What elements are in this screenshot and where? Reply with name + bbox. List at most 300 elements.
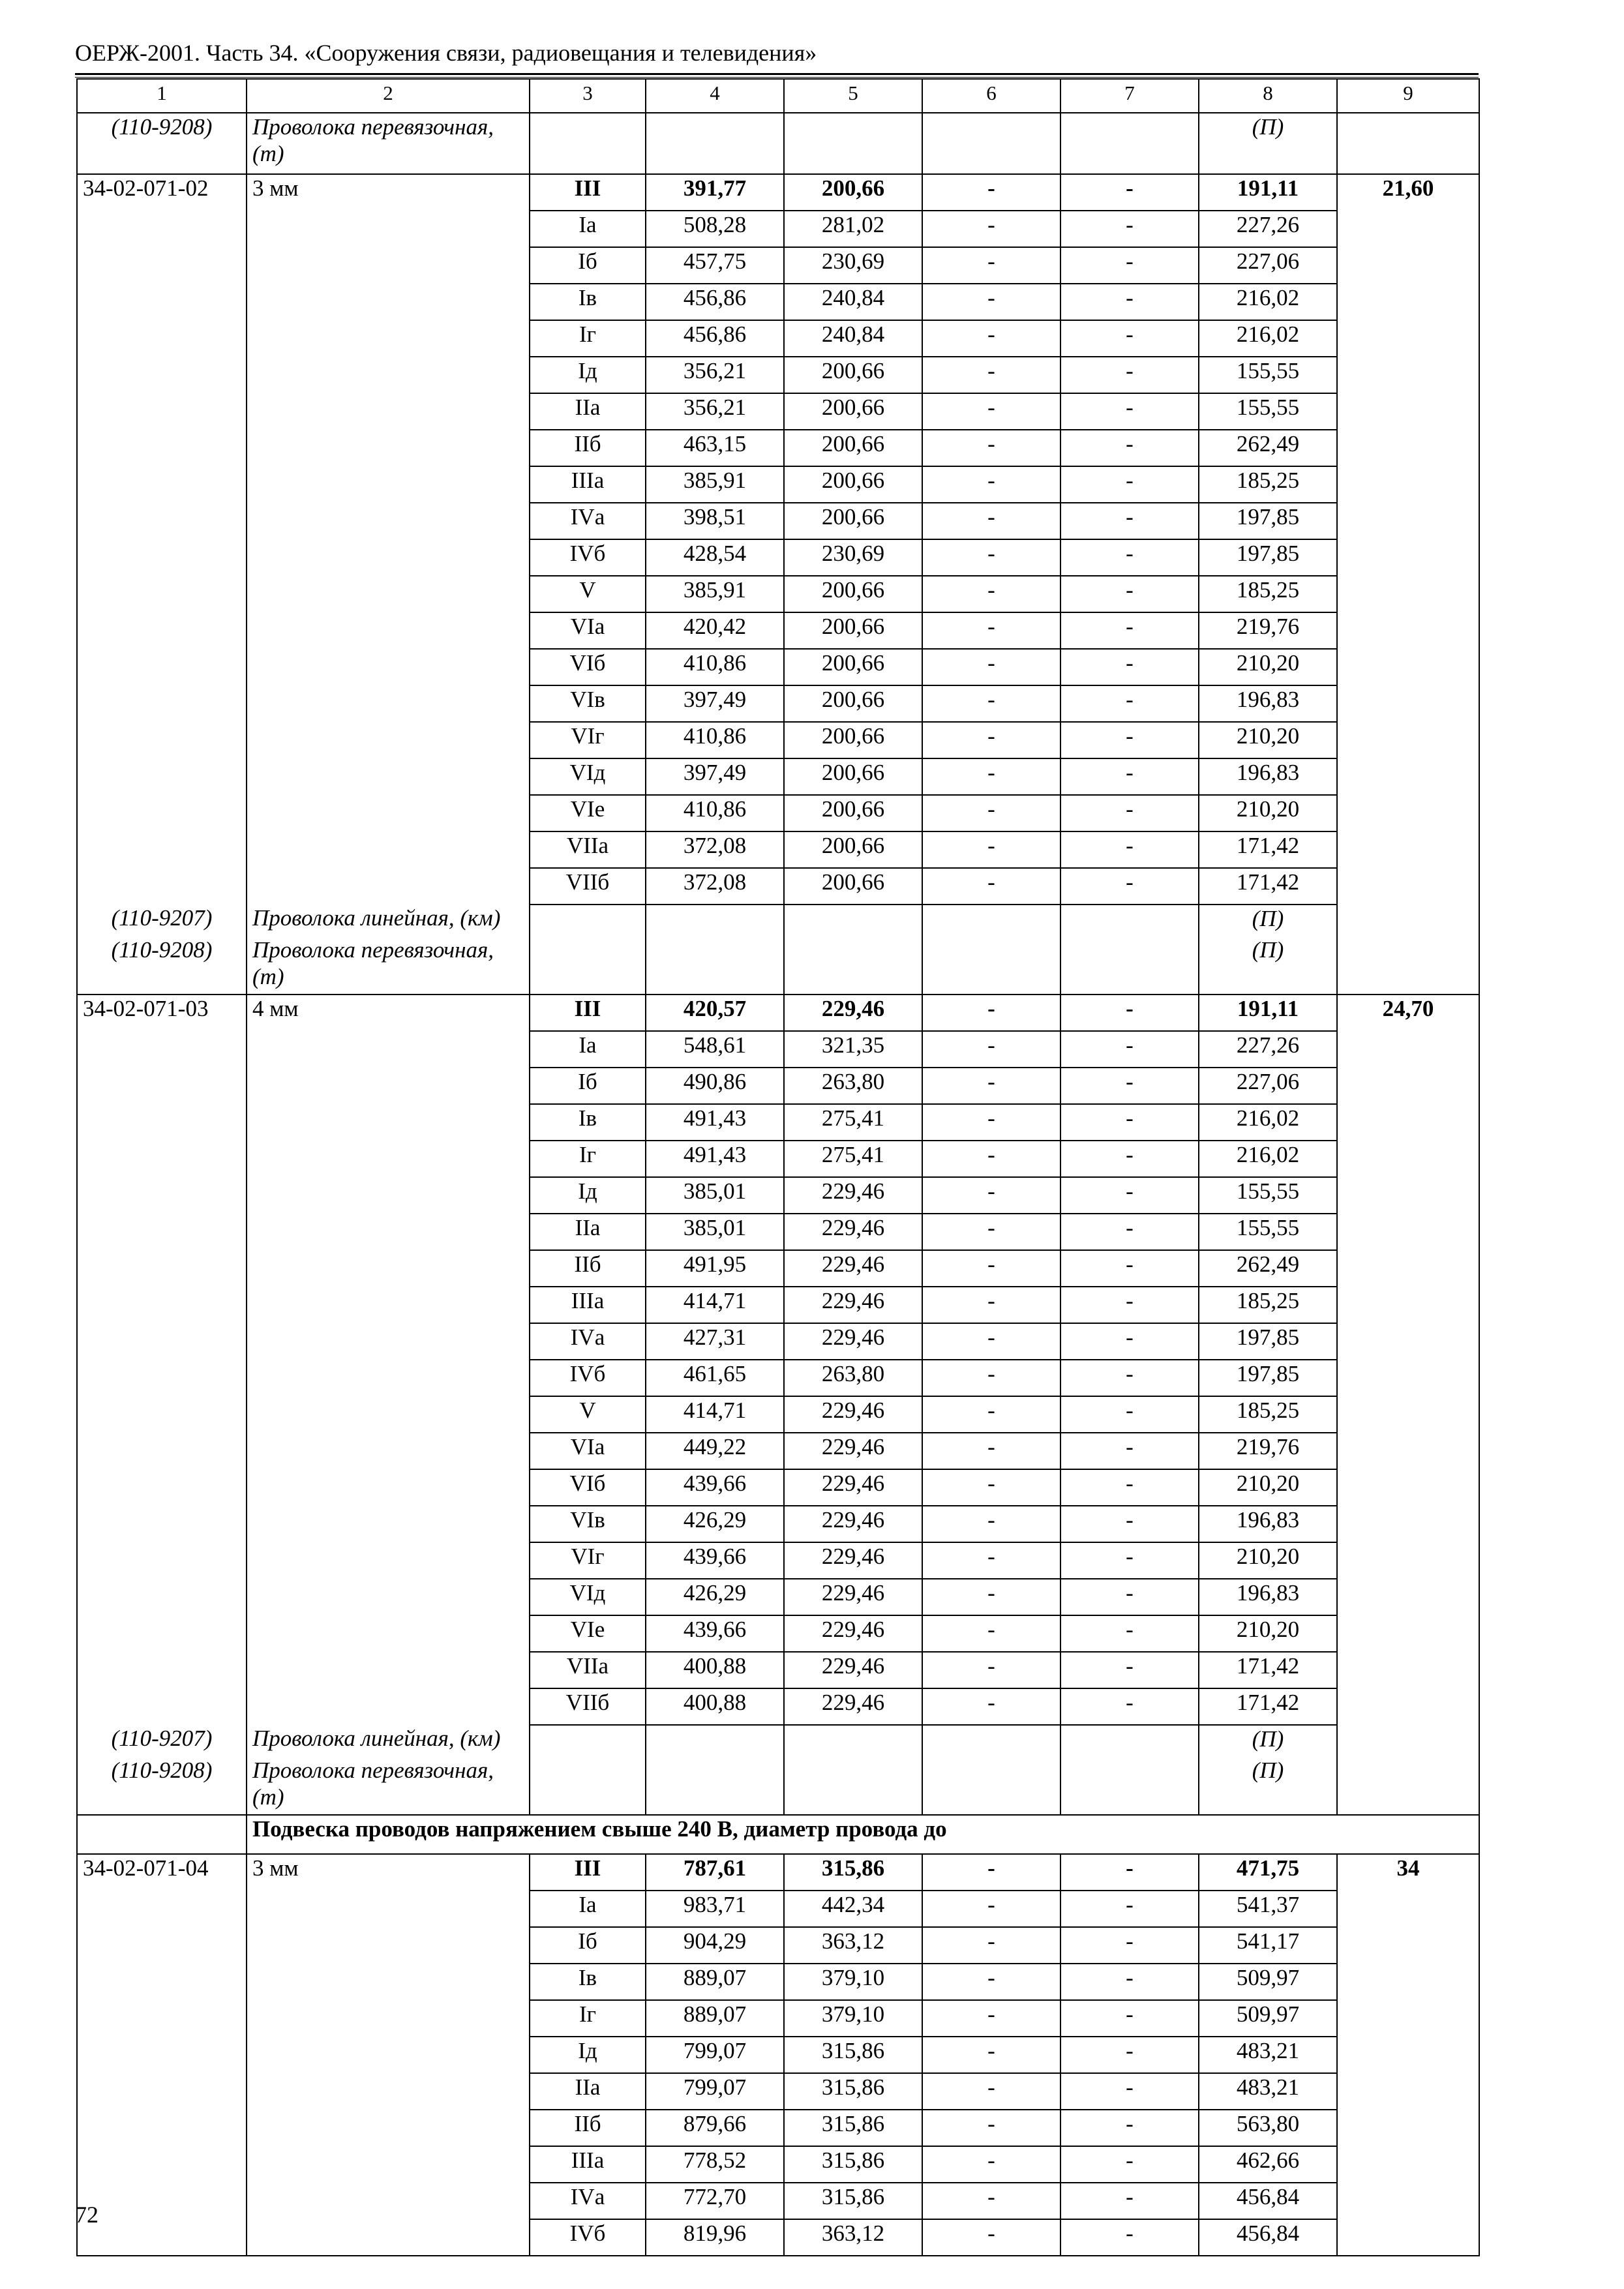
rate-value: 548,61 [646,1031,784,1068]
rate-value: - [922,1854,1060,1891]
empty-cell [247,466,530,503]
rate-value: 275,41 [784,1104,922,1141]
rate-value: - [1060,795,1199,831]
empty-cell [77,1104,247,1141]
rate-value: - [922,1506,1060,1542]
empty-cell [1337,1141,1479,1177]
rate-value: - [1060,1579,1199,1615]
rate-row [77,1854,1479,1891]
rate-value: 171,42 [1199,868,1337,905]
rate-value: 240,84 [784,320,922,357]
empty-cell [77,758,247,795]
zone-code: Iа [530,1031,646,1068]
empty-cell [77,1579,247,1615]
zone-code: III [530,174,646,211]
rate-value: 216,02 [1199,1104,1337,1141]
rate-value: 420,57 [646,995,784,1031]
empty-cell [1337,393,1479,430]
rate-value: 155,55 [1199,1214,1337,1250]
empty-cell [77,722,247,758]
empty-cell [77,284,247,320]
rate-row [77,1031,1479,1068]
empty-cell [784,1725,922,1757]
rate-value: - [922,174,1060,211]
resource-name: Проволока перевязочная, (т) [247,936,530,995]
rate-value: - [1060,1469,1199,1506]
rate-value: - [1060,1891,1199,1927]
rate-value: - [922,211,1060,247]
page-number: 72 [75,2202,98,2228]
rate-value: 889,07 [646,2000,784,2037]
rate-row [77,2146,1479,2183]
empty-cell [77,1815,247,1854]
empty-cell [247,649,530,685]
rate-value: - [1060,1287,1199,1323]
rate-value: 171,42 [1199,1652,1337,1688]
rate-value: - [1060,1031,1199,1068]
rate-row [77,1652,1479,1688]
resource-ref-row [77,936,1479,995]
resource-name: Проволока линейная, (км) [247,1725,530,1757]
rate-value: - [1060,1615,1199,1652]
empty-cell [247,1360,530,1396]
zone-code: Iг [530,2000,646,2037]
empty-cell [247,1964,530,2000]
rate-value: 356,21 [646,393,784,430]
empty-cell [77,320,247,357]
column-number: 8 [1199,79,1337,113]
rate-value: 509,97 [1199,1964,1337,2000]
rate-value: 483,21 [1199,2037,1337,2073]
rate-value: 983,71 [646,1891,784,1927]
rate-value: - [922,2037,1060,2073]
rate-value: - [1060,1360,1199,1396]
empty-cell [1337,649,1479,685]
empty-cell [247,1104,530,1141]
rate-value: 471,75 [1199,1854,1337,1891]
empty-cell [784,1757,922,1815]
rate-row [77,649,1479,685]
rate-value: - [1060,2146,1199,2183]
rate-value: 216,02 [1199,1141,1337,1177]
rate-row [77,1891,1479,1927]
empty-cell [1337,1891,1479,1927]
zone-code: VIе [530,795,646,831]
zone-code: VIб [530,1469,646,1506]
empty-cell [922,1725,1060,1757]
rate-value: - [922,1964,1060,2000]
empty-cell [1337,1927,1479,1964]
zone-code: VIIа [530,1652,646,1688]
empty-cell [1337,1615,1479,1652]
empty-cell [77,247,247,284]
rate-code: 34-02-071-03 [77,995,247,1031]
rate-value: - [1060,722,1199,758]
rate-value: - [922,1615,1060,1652]
rate-value: 200,66 [784,722,922,758]
empty-cell [77,1031,247,1068]
rate-value: 210,20 [1199,649,1337,685]
empty-cell [1337,1068,1479,1104]
empty-cell [1337,576,1479,612]
column-number: 2 [247,79,530,113]
empty-cell [247,284,530,320]
resource-unit-ref: (П) [1199,936,1337,995]
resource-code: (110-9207) [77,905,247,936]
rate-row [77,995,1479,1031]
empty-cell [247,1068,530,1104]
zone-code: VIв [530,685,646,722]
empty-cell [77,393,247,430]
section-title-row [77,1815,1479,1854]
rate-value: 229,46 [784,1177,922,1214]
rate-value: 197,85 [1199,503,1337,539]
rate-value: 391,77 [646,174,784,211]
rate-row [77,174,1479,211]
rate-value: 483,21 [1199,2073,1337,2110]
rate-value: - [1060,1396,1199,1433]
rate-value: 171,42 [1199,1688,1337,1725]
resource-ref-row [77,1757,1479,1815]
rate-value: 385,01 [646,1214,784,1250]
rate-row [77,393,1479,430]
rate-value: 229,46 [784,1469,922,1506]
rate-code: 34-02-071-02 [77,174,247,211]
rate-value: - [922,1104,1060,1141]
rate-value: 778,52 [646,2146,784,2183]
rate-value: 230,69 [784,247,922,284]
rate-value: 356,21 [646,357,784,393]
rate-value: 509,97 [1199,2000,1337,2037]
rate-value: - [922,320,1060,357]
resource-code: (110-9208) [77,1757,247,1815]
labor-value: 24,70 [1337,995,1479,1031]
rate-value: - [922,2000,1060,2037]
empty-cell [922,1757,1060,1815]
empty-cell [77,576,247,612]
rate-value: - [1060,1177,1199,1214]
rate-value: 229,46 [784,1323,922,1360]
zone-code: IIб [530,2110,646,2146]
rate-row [77,1177,1479,1214]
rate-value: 490,86 [646,1068,784,1104]
rate-row [77,430,1479,466]
rate-value: 229,46 [784,1506,922,1542]
empty-cell [247,2146,530,2183]
rate-value: - [1060,995,1199,1031]
rate-value: 385,91 [646,466,784,503]
rate-value: 414,71 [646,1287,784,1323]
rate-value: - [922,758,1060,795]
rate-value: - [1060,868,1199,905]
header-rule [75,73,1479,75]
rate-value: 216,02 [1199,284,1337,320]
zone-code: VIг [530,1542,646,1579]
rate-row [77,1141,1479,1177]
resource-code: (110-9208) [77,113,247,174]
rate-value: 229,46 [784,1579,922,1615]
rate-value: - [1060,174,1199,211]
rate-value: 229,46 [784,1396,922,1433]
empty-cell [77,357,247,393]
rate-value: 229,46 [784,1433,922,1469]
rate-value: 210,20 [1199,1542,1337,1579]
rate-value: 210,20 [1199,722,1337,758]
empty-cell [1337,1177,1479,1214]
zone-code: IVб [530,2219,646,2256]
rate-row [77,284,1479,320]
zone-code: Iг [530,320,646,357]
empty-cell [77,2073,247,2110]
rate-value: 397,49 [646,758,784,795]
rate-value: 171,42 [1199,831,1337,868]
rate-value: - [1060,1688,1199,1725]
rate-value: 216,02 [1199,320,1337,357]
empty-cell [247,2037,530,2073]
rates-table [76,78,1480,2256]
rate-value: - [922,1323,1060,1360]
empty-cell [247,1652,530,1688]
rate-value: - [922,284,1060,320]
empty-cell [247,393,530,430]
rate-value: 315,86 [784,2037,922,2073]
rate-row [77,1360,1479,1396]
empty-cell [77,1141,247,1177]
zone-code: IIб [530,1250,646,1287]
rate-value: 799,07 [646,2037,784,2073]
empty-cell [1337,936,1479,995]
rate-value: 155,55 [1199,393,1337,430]
rate-row [77,1542,1479,1579]
rate-value: - [1060,2110,1199,2146]
empty-cell [1337,1757,1479,1815]
empty-cell [77,612,247,649]
empty-cell [247,357,530,393]
empty-cell [1337,1725,1479,1757]
empty-cell [77,503,247,539]
empty-cell [646,936,784,995]
zone-code: Iв [530,284,646,320]
rate-value: - [1060,2000,1199,2037]
empty-cell [77,2000,247,2037]
empty-cell [1337,430,1479,466]
rate-value: 196,83 [1199,758,1337,795]
rate-value: - [1060,284,1199,320]
rate-value: - [922,1891,1060,1927]
empty-cell [247,795,530,831]
rate-value: 363,12 [784,1927,922,1964]
empty-cell [77,1652,247,1688]
empty-cell [247,831,530,868]
rate-value: 428,54 [646,539,784,576]
rate-value: 463,15 [646,430,784,466]
empty-cell [77,1964,247,2000]
zone-code: Iд [530,2037,646,2073]
zone-code: Iа [530,1891,646,1927]
rate-row [77,1615,1479,1652]
rate-value: 372,08 [646,868,784,905]
rate-value: - [922,1068,1060,1104]
empty-cell [247,1141,530,1177]
rate-value: 420,42 [646,612,784,649]
rate-value: 200,66 [784,174,922,211]
rate-row [77,2183,1479,2219]
rate-value: 379,10 [784,2000,922,2037]
rate-row [77,2219,1479,2256]
rate-value: - [1060,1214,1199,1250]
rate-row [77,2037,1479,2073]
rate-value: 563,80 [1199,2110,1337,2146]
rate-value: - [1060,685,1199,722]
empty-cell [247,2110,530,2146]
rate-value: 879,66 [646,2110,784,2146]
rate-value: - [1060,2073,1199,2110]
empty-cell [247,1688,530,1725]
empty-cell [1337,1323,1479,1360]
rate-value: - [1060,612,1199,649]
empty-cell [1337,2183,1479,2219]
empty-cell [247,1323,530,1360]
empty-cell [646,113,784,174]
zone-code: IIа [530,2073,646,2110]
empty-cell [247,1542,530,1579]
rate-value: - [1060,2037,1199,2073]
rate-value: 200,66 [784,357,922,393]
zone-code: VIа [530,1433,646,1469]
rate-value: 200,66 [784,795,922,831]
rate-value: 400,88 [646,1652,784,1688]
rate-row [77,2073,1479,2110]
zone-code: VIб [530,649,646,685]
rate-row [77,2110,1479,2146]
rate-row [77,1287,1479,1323]
zone-code: Iд [530,1177,646,1214]
rate-value: - [922,1433,1060,1469]
zone-code: VIе [530,1615,646,1652]
empty-cell [1337,612,1479,649]
rate-row [77,576,1479,612]
rate-value: - [922,539,1060,576]
rate-value: 449,22 [646,1433,784,1469]
empty-cell [247,2219,530,2256]
rate-value: - [1060,211,1199,247]
rate-value: 185,25 [1199,466,1337,503]
empty-cell [77,1250,247,1287]
empty-cell [247,211,530,247]
empty-cell [77,1927,247,1964]
empty-cell [646,1757,784,1815]
empty-cell [1337,795,1479,831]
rate-value: 456,86 [646,320,784,357]
resource-code: (110-9207) [77,1725,247,1757]
zone-code: Iб [530,1927,646,1964]
rate-value: - [1060,1927,1199,1964]
rate-value: - [1060,758,1199,795]
rate-value: 196,83 [1199,685,1337,722]
empty-cell [77,2110,247,2146]
empty-cell [1337,2037,1479,2073]
empty-cell [1337,1250,1479,1287]
rate-value: 461,65 [646,1360,784,1396]
rate-value: 197,85 [1199,539,1337,576]
empty-cell [247,2183,530,2219]
empty-cell [1337,1688,1479,1725]
rate-row [77,1068,1479,1104]
rate-value: 229,46 [784,1688,922,1725]
rate-value: - [1060,393,1199,430]
resource-unit-ref: (П) [1199,1725,1337,1757]
rate-value: - [922,2110,1060,2146]
rate-value: - [1060,1141,1199,1177]
wire-size: 3 мм [247,1854,530,1891]
resource-name: Проволока перевязочная, (т) [247,1757,530,1815]
rate-value: 275,41 [784,1141,922,1177]
rate-value: - [1060,2219,1199,2256]
empty-cell [1337,2219,1479,2256]
rate-value: - [922,995,1060,1031]
rate-value: 819,96 [646,2219,784,2256]
zone-code: Iа [530,211,646,247]
rate-value: - [922,503,1060,539]
rate-value: - [922,1927,1060,1964]
rate-value: 210,20 [1199,1469,1337,1506]
rate-row [77,795,1479,831]
rate-value: 385,01 [646,1177,784,1214]
rate-value: 426,29 [646,1579,784,1615]
empty-cell [77,2037,247,2073]
empty-cell [77,831,247,868]
empty-cell [1337,2000,1479,2037]
empty-cell [1337,905,1479,936]
rate-value: 410,86 [646,649,784,685]
empty-cell [1060,905,1199,936]
empty-cell [1337,503,1479,539]
empty-cell [77,1542,247,1579]
empty-cell [1337,1469,1479,1506]
rate-value: 197,85 [1199,1323,1337,1360]
rate-value: 372,08 [646,831,784,868]
zone-code: VIIа [530,831,646,868]
rate-value: 315,86 [784,1854,922,1891]
empty-cell [247,1177,530,1214]
empty-cell [247,722,530,758]
empty-cell [1337,1506,1479,1542]
rate-value: 457,75 [646,247,784,284]
rate-value: - [922,1031,1060,1068]
zone-code: VIа [530,612,646,649]
empty-cell [1060,936,1199,995]
empty-cell [1337,1360,1479,1396]
empty-cell [247,320,530,357]
rate-value: 185,25 [1199,1287,1337,1323]
empty-cell [1337,320,1479,357]
rate-value: - [922,1250,1060,1287]
rate-row [77,357,1479,393]
rate-value: 541,37 [1199,1891,1337,1927]
rate-value: 456,84 [1199,2183,1337,2219]
empty-cell [247,1506,530,1542]
rate-value: 200,66 [784,758,922,795]
empty-cell [1337,1396,1479,1433]
empty-cell [530,1725,646,1757]
rate-value: 210,20 [1199,1615,1337,1652]
column-number-row [77,79,1479,113]
zone-code: Iв [530,1964,646,2000]
rate-value: 262,49 [1199,1250,1337,1287]
rate-value: - [1060,649,1199,685]
rate-value: - [922,430,1060,466]
rate-value: 229,46 [784,1250,922,1287]
